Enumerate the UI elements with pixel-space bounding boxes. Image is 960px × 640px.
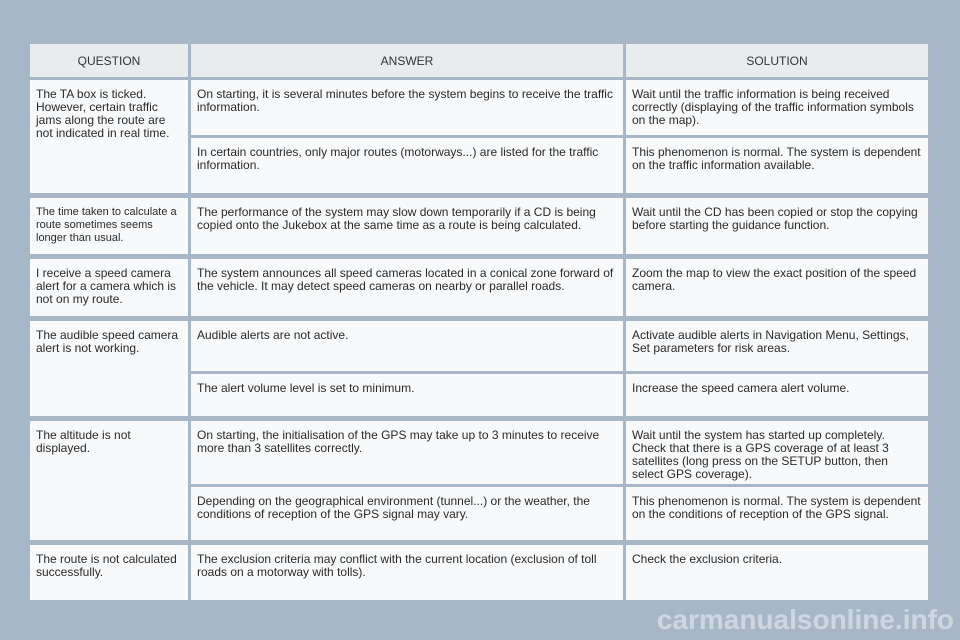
solution-cell: Increase the speed camera alert volume. (626, 374, 928, 416)
watermark: carmanualsonline.info (656, 604, 954, 635)
faq-group (30, 545, 930, 600)
table-header (30, 44, 930, 77)
answer-cell: On starting, the initialisation of the GPS may take up to 3 minutes to receive more than 3 satellites correctly. (191, 421, 623, 484)
faq-group (30, 80, 930, 193)
solution-cell: Zoom the map to view the exact position of the speed camera. (626, 259, 928, 316)
solution-cell: Wait until the traffic information is being received correctly (displaying of the traffic information symbols on the map). (626, 80, 928, 135)
answer-cell: The exclusion criteria may conflict with the current location (exclusion of toll roads on a motorway with tolls). (191, 545, 623, 600)
solution-cell: Check the exclusion criteria. (626, 545, 928, 600)
faq-table (30, 44, 930, 605)
question-cell: The time taken to calculate a route sometimes seems longer than usual. (30, 198, 188, 254)
question-cell: I receive a speed camera alert for a camera which is not on my route. (30, 259, 188, 316)
solution-cell: This phenomenon is normal. The system is dependent on the traffic information available. (626, 138, 928, 193)
solution-cell: Activate audible alerts in Navigation Menu, Settings, Set parameters for risk areas. (626, 321, 928, 371)
question-cell: The audible speed camera alert is not working. (30, 321, 188, 416)
answer-cell: Audible alerts are not active. (191, 321, 623, 371)
solution-cell: Wait until the CD has been copied or stop the copying before starting the guidance function. (626, 198, 928, 254)
question-cell: The altitude is not displayed. (30, 421, 188, 540)
header-solution: SOLUTION (626, 44, 928, 77)
faq-group (30, 321, 930, 416)
header-question: QUESTION (30, 44, 188, 77)
question-cell: The TA box is ticked. However, certain traffic jams along the route are not indicated in real time. (30, 80, 188, 193)
faq-group (30, 259, 930, 316)
question-cell: The route is not calculated successfully. (30, 545, 188, 600)
answer-cell: On starting, it is several minutes before the system begins to receive the traffic information. (191, 80, 623, 135)
faq-group (30, 421, 930, 540)
faq-group (30, 198, 930, 254)
answer-cell: The alert volume level is set to minimum. (191, 374, 623, 416)
answer-cell: The performance of the system may slow down temporarily if a CD is being copied onto the Jukebox at the same time as a route is being calculated. (191, 198, 623, 254)
header-answer: ANSWER (191, 44, 623, 77)
solution-cell: This phenomenon is normal. The system is dependent on the conditions of reception of the GPS signal. (626, 487, 928, 540)
answer-cell: In certain countries, only major routes (motorways...) are listed for the traffic information. (191, 138, 623, 193)
answer-cell: The system announces all speed cameras located in a conical zone forward of the vehicle. It may detect speed cameras on nearby or parallel roads. (191, 259, 623, 316)
answer-cell: Depending on the geographical environment (tunnel...) or the weather, the conditions of reception of the GPS signal may vary. (191, 487, 623, 540)
solution-cell: Wait until the system has started up completely. Check that there is a GPS coverage of at least 3 satellites (long press on the SETUP button, then select GPS coverage). (626, 421, 928, 484)
